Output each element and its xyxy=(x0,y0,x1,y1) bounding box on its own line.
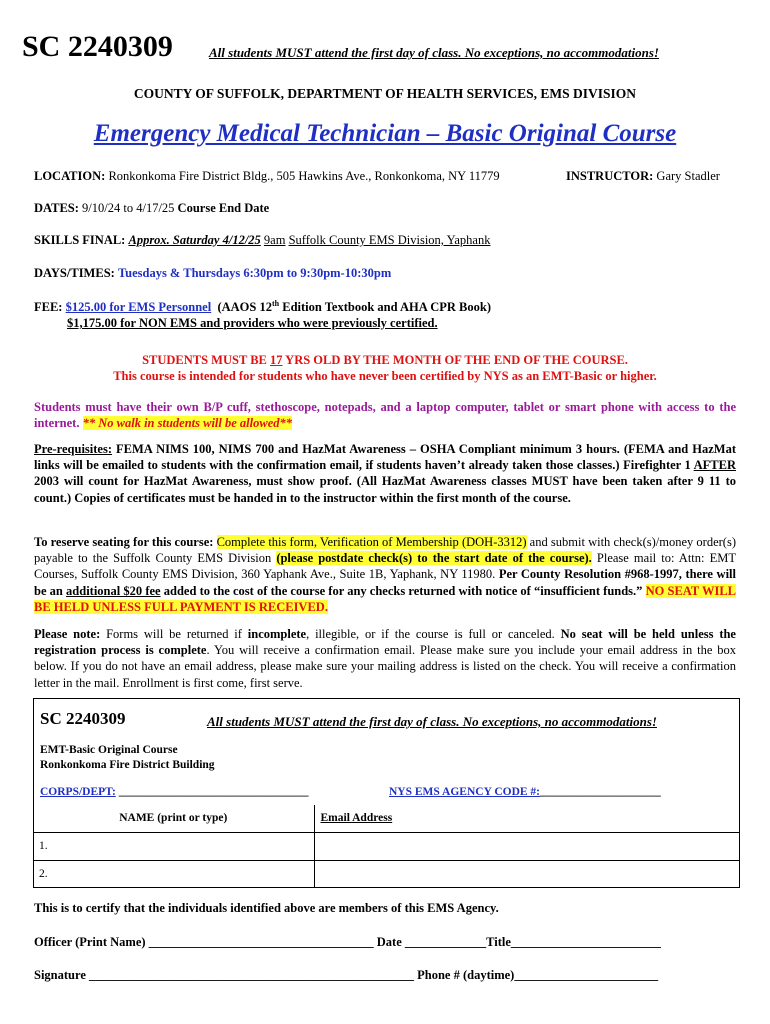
box-building: Ronkonkoma Fire District Building xyxy=(40,759,215,771)
fee-books-sup: th xyxy=(271,299,280,308)
instructor-line xyxy=(566,169,720,184)
agency-blank[interactable]: _____________________ xyxy=(540,786,661,798)
signature-phone-line[interactable]: Signature ____________________________________________________ Phone # (daytime)_______________________ xyxy=(34,968,659,982)
attendance-note: All students MUST attend the first day of class. No exceptions, no accommodations! xyxy=(209,45,659,60)
resolution-pre: Per County Resolution #968-1997, there will be an xyxy=(34,567,736,598)
course-title: Emergency Medical Technician – Basic Original Course xyxy=(93,120,677,147)
skills-place: Suffolk County EMS Division, Yaphank xyxy=(288,233,491,247)
certification-statement: This is to certify that the individuals identified above are members of this EMS Agency. xyxy=(34,901,499,915)
student-table xyxy=(33,805,740,888)
name-cell-1[interactable]: 1. xyxy=(33,832,314,860)
days-label: DAYS/TIMES: xyxy=(34,266,115,280)
please-note xyxy=(34,626,736,691)
table-header-row xyxy=(33,805,740,832)
location-value: Ronkonkoma Fire District Bldg., 505 Hawkins Ave., Ronkonkoma, NY 11779 xyxy=(108,169,500,183)
fee-line xyxy=(34,299,491,315)
reserve-text2: Please mail to: Attn: EMT Courses, Suffolk County EMS Division, 360 Yaphank Ave., Suite 1B, Yaphank, NY 11980. xyxy=(34,551,736,582)
fee-label: FEE: xyxy=(34,300,63,314)
days-value: Tuesdays & Thursdays 6:30pm to 9:30pm-10:30pm xyxy=(117,266,392,280)
skills-time: 9am xyxy=(263,233,286,247)
corps-label: CORPS/DEPT: xyxy=(40,786,116,798)
fee-books-pre: (AAOS 12 xyxy=(217,300,272,314)
note-label: Please note: xyxy=(34,627,101,641)
dates-line xyxy=(34,201,269,216)
box-course-id: SC 2240309 xyxy=(40,709,126,728)
equipment-text: Students must have their own B/P cuff, stethoscope, notepads, and a laptop computer, tablet or smart phone with access to the internet. xyxy=(34,400,736,431)
email-cell-2[interactable] xyxy=(314,860,740,888)
additional-fee: additional $20 fee xyxy=(66,583,161,598)
agency-code-field[interactable] xyxy=(389,786,661,798)
email-column-header: Email Address xyxy=(320,812,393,825)
location-line xyxy=(34,169,500,184)
table-row xyxy=(33,860,740,888)
reserve-seating xyxy=(34,534,736,615)
note-incomplete: incomplete xyxy=(247,627,307,641)
dates-suffix: Course End Date xyxy=(177,201,270,215)
reserve-highlight-forms: Complete this form, Verification of Membership (DOH-3312) xyxy=(216,535,527,549)
reserve-highlight-postdate: (please postdate check(s) to the start date of the course). xyxy=(276,551,592,566)
prerequisites xyxy=(34,441,736,506)
skills-final-line xyxy=(34,233,490,248)
skills-label: SKILLS FINAL: xyxy=(34,233,126,247)
skills-date: Approx. Saturday 4/12/25 xyxy=(128,233,261,247)
resolution-post: added to the cost of the course for any checks returned with notice of “insufficient funds.” xyxy=(160,583,646,598)
days-times-line xyxy=(34,266,391,281)
no-walk-in: ** No walk in students will be allowed** xyxy=(82,416,293,431)
department-heading: COUNTY OF SUFFOLK, DEPARTMENT OF HEALTH SERVICES, EMS DIVISION xyxy=(133,86,637,101)
instructor-label: INSTRUCTOR: xyxy=(566,169,654,183)
email-cell-1[interactable] xyxy=(314,832,740,860)
fee-books-post: Edition Textbook and AHA CPR Book) xyxy=(279,300,491,314)
location-label: LOCATION: xyxy=(34,169,106,183)
box-attendance-note: All students MUST attend the first day of class. No exceptions, no accommodations! xyxy=(207,714,657,729)
age-number: 17 xyxy=(270,353,283,367)
age-pre: STUDENTS MUST BE xyxy=(142,353,270,367)
fee-ems: $125.00 for EMS Personnel xyxy=(65,300,212,314)
dates-label: DATES: xyxy=(34,201,79,215)
note-no-seat: No seat will be held unless the registration process is complete xyxy=(34,627,736,658)
instructor-value: Gary Stadler xyxy=(656,169,720,183)
dates-value: 9/10/24 to 4/17/25 xyxy=(82,201,175,215)
name-cell-2[interactable]: 2. xyxy=(33,860,314,888)
prereq-text1: FEMA NIMS 100, NIMS 700 and HazMat Awareness – OSHA Compliant minimum 3 hours. (FEMA and HazMat links will be emailed to students with the confirmation email, if students haven’t already taken those classes.) Firefighter 1 xyxy=(34,442,736,473)
corps-blank[interactable]: _________________________________ xyxy=(115,786,309,798)
age-post: YRS OLD BY THE MONTH OF THE END OF THE COURSE. xyxy=(282,353,628,367)
prereq-text2: 2003 will count for HazMat Awareness, must show proof. (All HazMat Awareness classes MUST have been taken after 9 11 to count.) Copies of certificates must be handed in to the instructor within the first month of the course. xyxy=(34,474,736,505)
equipment-requirement xyxy=(34,399,736,431)
officer-signature-line[interactable]: Officer (Print Name) ____________________________________ Date _____________Title________________________ xyxy=(34,935,661,949)
note-t2: , illegible, or if the course is full or canceled. xyxy=(306,627,561,641)
table-row xyxy=(33,832,740,860)
agency-label: NYS EMS AGENCY CODE #: xyxy=(389,786,541,798)
prereq-label: Pre-requisites: xyxy=(34,442,112,456)
course-id-heading: SC 2240309 xyxy=(22,30,173,63)
age-requirement xyxy=(0,353,770,368)
no-seat-warning: NO SEAT WILL BE HELD UNLESS FULL PAYMENT IS RECEIVED. xyxy=(34,583,736,614)
reserve-text1: and submit with check(s)/money order(s) payable to the Suffolk County EMS Division xyxy=(34,535,736,566)
box-course-name: EMT-Basic Original Course xyxy=(40,744,178,756)
name-column-header: NAME (print or type) xyxy=(33,805,314,832)
note-t3: . You will receive a confirmation email. Please make sure you include your email address in the box below. If you do not have an email address, please make sure your mailing address is listed on the check. You will receive a confirmation letter in the mail. Enrollment is first come, first serve. xyxy=(34,643,736,690)
corps-dept-field[interactable] xyxy=(40,786,308,798)
prereq-after: AFTER xyxy=(693,458,736,473)
intended-students: This course is intended for students who have never been certified by NYS as an EMT-Basic or higher. xyxy=(113,369,657,383)
note-t1: Forms will be returned if xyxy=(100,627,248,641)
reserve-label: To reserve seating for this course: xyxy=(34,535,214,549)
fee-non-ems: $1,175.00 for NON EMS and providers who were previously certified. xyxy=(67,316,438,330)
